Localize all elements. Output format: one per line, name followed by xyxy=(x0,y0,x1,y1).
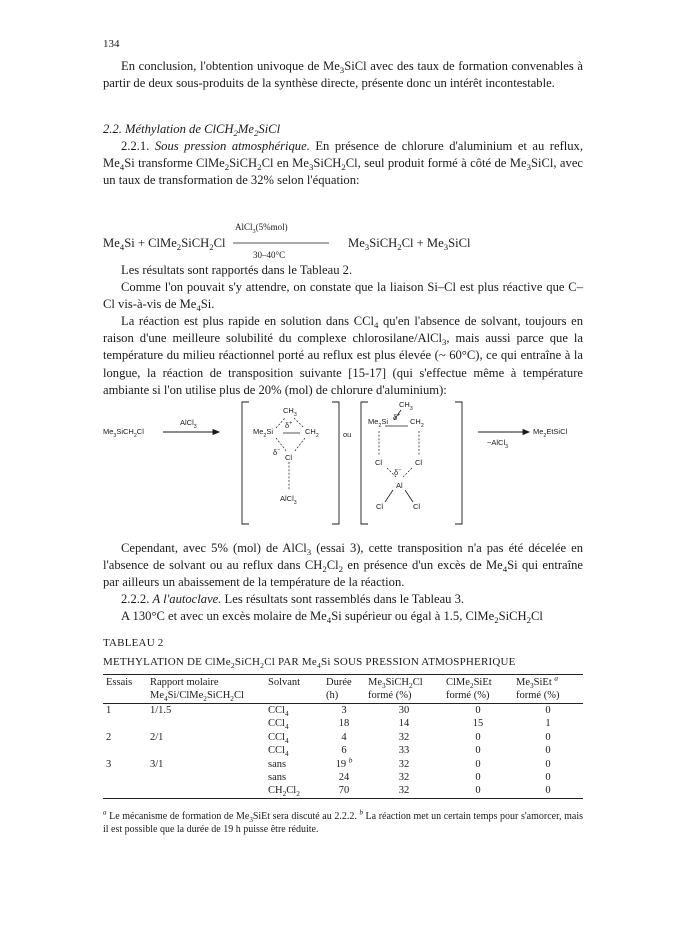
table-cell: 6 xyxy=(341,745,347,757)
table-cell: 3 xyxy=(106,758,112,770)
mechanism-drawing xyxy=(103,398,583,528)
mech-b-cl-bottom-right: Cl xyxy=(413,502,421,511)
table-header-cell: ClMe$_2$SiEt formé (%) xyxy=(443,675,513,704)
table-header-cell: Durée (h) xyxy=(323,675,365,704)
table-cell: 3 xyxy=(341,705,347,716)
section-2-2-1-paragraph: 2.2.1. Sous pression atmosphérique. En présence de chlorure d'aluminium et au reflux, $Me_4Si$ transforme ClMe$_2$SiCH$_2$Cl en $Me_3SiCH_2Cl$, seul produit formé à côté de $Me_3SiCl$, avec un taux de transformation de 32% selon l'équation: xyxy=(103,139,584,188)
table-cell: CCl$_4$ xyxy=(268,705,289,718)
table-cell: 18 xyxy=(338,718,350,730)
table-cell: 70 xyxy=(323,784,365,798)
table-cell: 1/1.5 xyxy=(150,705,172,716)
table-cell xyxy=(147,784,265,798)
mech-b-delta-minus: δ− xyxy=(394,467,402,477)
table-row xyxy=(103,784,583,798)
table-cell: sans xyxy=(268,771,287,783)
reactivity-paragraph: Comme l'on pouvait s'y attendre, on constate que la liaison Si–Cl est plus réactive que C–Cl vis-à-vis de $Me_4Si$. xyxy=(103,280,583,314)
mechanism-minus-alcl3: −AlCl$_3$ xyxy=(487,438,509,450)
table-cell xyxy=(103,771,147,784)
cependant-paragraph: Cependant, avec 5% (mol) de AlCl$_3$ (essai 3), cette transposition n'a pas été décelée en l'absence de solvant ou au reflux dans $CH_2Cl_2$ en présence d'un excès de $Me_4Si$ qui entraîne par ailleurs un abaissement de la température de la réaction. xyxy=(103,541,583,590)
table-cell: 0 xyxy=(545,731,551,743)
table-cell: 0 xyxy=(475,745,481,757)
mech-a-delta-plus: δ+ xyxy=(285,420,293,430)
table-cell: 0 xyxy=(475,758,481,770)
table-row xyxy=(103,717,583,730)
equation-products: $Me_3SiCH_2Cl$ + $Me_3SiCl$ xyxy=(348,236,471,252)
mechanism-product: $Me_2EtSiCl$ xyxy=(533,427,568,439)
table-header-cell: $Me_3SiEt$ $^a$ formé (%) xyxy=(513,675,583,704)
autoclave-paragraph: A 130°C et avec un excès molaire de $Me_4Si$ supérieur ou égal à 1.5, ClMe$_2$SiCH$_2$Cl xyxy=(121,609,543,625)
mech-b-cl-left: Cl xyxy=(375,458,383,467)
table-cell: 0 xyxy=(475,705,481,716)
table-cell xyxy=(103,784,147,798)
reaction-equation xyxy=(103,222,583,260)
table-header-cell: Rapport molaire $Me_4Si/ClMe_2SiCH_2Cl$ xyxy=(147,675,265,704)
table-header-cell: Solvant xyxy=(265,675,323,704)
mech-a-ch3: $CH_3$ xyxy=(283,406,297,418)
table-cell xyxy=(147,771,265,784)
table-cell: 0 xyxy=(513,784,583,798)
table-header-cell: $Me_3SiCH_2Cl$ formé (%) xyxy=(365,675,443,704)
results-table xyxy=(103,674,583,799)
table-cell: 32 xyxy=(398,731,410,743)
table-row xyxy=(103,771,583,784)
table-cell: 2/1 xyxy=(150,731,164,743)
mech-b-me2si: $Me_2Si$ xyxy=(368,417,389,429)
table-cell: 0 xyxy=(545,758,551,770)
table-header-row xyxy=(103,675,583,704)
equation-reactants: $Me_4Si$ + ClMe$_2$SiCH$_2$Cl xyxy=(103,236,226,252)
table-row xyxy=(103,758,583,771)
mech-b-delta-plus: δ+ xyxy=(393,412,401,422)
table-cell: 3/1 xyxy=(150,758,164,770)
table-cell xyxy=(147,717,265,730)
table-cell: 0 xyxy=(545,745,551,757)
table-cell: sans xyxy=(268,758,287,770)
table-cell: 32 xyxy=(398,758,410,770)
section-2-2-2-paragraph: 2.2.2. A l'autoclave. Les résultats sont rassemblés dans le Tableau 3. xyxy=(121,592,465,606)
table-cell: 15 xyxy=(472,718,484,730)
equation-catalyst: AlCl$_3$(5%mol) xyxy=(235,222,288,235)
equation-temperature: 30–40°C xyxy=(253,250,286,260)
table-cell xyxy=(103,744,147,757)
table-cell: 19 $^b$ xyxy=(335,755,353,770)
reaction-paragraph: La réaction est plus rapide en solution dans CCl$_4$ qu'en l'absence de solvant, toujours en raison d'une meilleure solubilité du complexe chlorosilane/AlCl$_3$, mais aussi parce que la température du milieu réactionnel porté au reflux est plus élevée (~ 60°C), ce qui entraîne à la longue, la réaction de transposition suivante [15-17] (qui s'effectue même à température ambiante si l'on utilise plus de 20% (mol) de chlorure d'aluminium): xyxy=(103,314,583,397)
mech-a-delta-minus: δ− xyxy=(273,447,281,457)
table-cell xyxy=(103,717,147,730)
table-row xyxy=(103,731,583,744)
mechanism-reagent: AlCl$_3$ xyxy=(180,418,197,430)
table-header-cell: Essais xyxy=(103,675,147,704)
table-cell: 1 xyxy=(106,705,112,716)
table-row xyxy=(103,704,583,718)
table-cell: 33 xyxy=(398,745,410,757)
table-row xyxy=(103,744,583,757)
table-cell: 0 xyxy=(545,771,551,783)
table-cell: $CH_2Cl_2$ xyxy=(265,784,323,798)
equation-arrow xyxy=(233,243,333,244)
table-cell: 0 xyxy=(475,731,481,743)
mech-b-ch2: $CH_2$ xyxy=(410,417,424,429)
table-cell: 30 xyxy=(398,705,410,716)
table-cell: 32 xyxy=(365,784,443,798)
table-label: TABLEAU 2 xyxy=(103,637,164,649)
mechanism-ou: ou xyxy=(343,430,352,439)
table-footnote: $^a$ Le mécanisme de formation de $Me_3SiEt$ sera discuté au 2.2.2. $^b$ La réaction met un certain temps pour s'amorcer, mais il est possible que la durée de 19 h puisse être réduite. xyxy=(103,808,583,835)
mech-a-alcl3: AlCl$_3$ xyxy=(280,494,297,506)
mech-a-me2si: $Me_2Si$ xyxy=(253,427,274,439)
mech-b-cl-right: Cl xyxy=(415,458,423,467)
mech-a-cl: Cl xyxy=(285,453,293,462)
table-cell: 1 xyxy=(545,718,551,730)
table-cell xyxy=(147,744,265,757)
table-cell: 0 xyxy=(545,705,551,716)
table-header xyxy=(103,675,583,704)
mech-b-al: Al xyxy=(396,481,403,490)
table-cell: 0 xyxy=(475,771,481,783)
mech-b-ch3: $CH_3$ xyxy=(399,400,413,412)
mech-b-cl-bottom-left: Cl xyxy=(376,502,384,511)
table-cell: 32 xyxy=(398,771,410,783)
table-title: METHYLATION DE ClMe$_2$SiCH$_2$Cl PAR $Me_4Si$ SOUS PRESSION ATMOSPHERIQUE xyxy=(103,656,516,670)
table-cell: 14 xyxy=(398,718,410,730)
mech-a-ch2: $CH_2$ xyxy=(305,427,319,439)
table-cell: 2 xyxy=(106,731,112,743)
table-cell: CCl$_4$ xyxy=(268,745,289,759)
table-body xyxy=(103,704,583,799)
results-paragraph: Les résultats sont rapportés dans le Tableau 2. xyxy=(121,263,353,277)
table-cell: 24 xyxy=(338,771,350,783)
table-cell: 4 xyxy=(341,731,347,743)
rearrangement-mechanism xyxy=(103,398,583,528)
mechanism-reactant: $Me_3SiCH_2Cl$ xyxy=(103,427,144,439)
table-cell: CCl$_4$ xyxy=(268,718,289,732)
conclusion-paragraph: En conclusion, l'obtention univoque de $Me_3SiCl$ avec des taux de formation convenables à partir de deux sous-produits de la synthèse directe, présente donc un intérêt incontestable. xyxy=(103,59,584,91)
section-heading-2-2: 2.2. Méthylation de $ClCH_2Me_2SiCl$ xyxy=(103,122,281,138)
table-cell: CCl$_4$ xyxy=(268,731,289,745)
page-number: 134 xyxy=(103,38,120,50)
table-cell: 0 xyxy=(443,784,513,798)
